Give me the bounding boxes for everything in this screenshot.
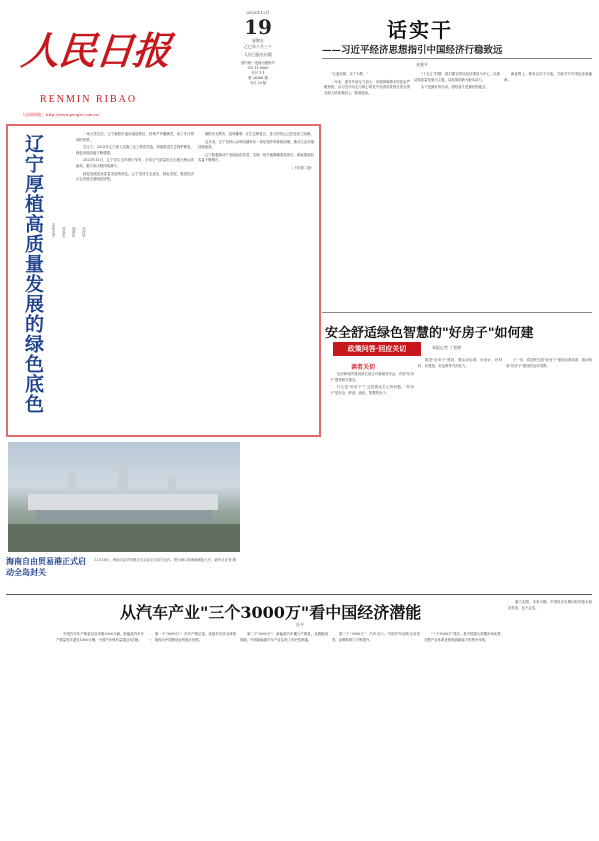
car-paragraph: 潜力无限，未来可期。中国经济长期向好的基本面没有变，也不会变。 <box>508 600 592 610</box>
reader-concern-label: 读者关切 <box>351 364 376 371</box>
port-building-illustration <box>8 442 240 552</box>
site-url[interactable]: 人民网网址：http://www.people.com.cn <box>22 112 99 117</box>
tower <box>118 466 128 494</box>
house-article-title[interactable]: 安全舒适绿色智慧的"好房子"如何建 <box>325 326 534 341</box>
lead-article-title[interactable]: 辽宁厚植高质量发展的绿色底色 <box>22 134 44 414</box>
lead-paragraph: 近年来，辽宁坚持山水林田湖草沙一体化保护和系统治理，推动生态环境持续改善。 <box>198 139 314 150</box>
car-byline: 任平 <box>296 622 304 627</box>
lead-byline-name: 刘成友 <box>62 226 67 237</box>
section-divider <box>322 312 592 313</box>
commentary-paragraph: 新征程上，唯有以实干为笔，方能书写中国经济新篇章。 <box>504 72 592 82</box>
car-paragraph: 第二个"3000万"：新能源汽车累计产销量。从跟跑到领跑，中国新能源汽车产业实现了历史性跨越。 <box>240 632 328 642</box>
date-edition: 人民日报社出版 <box>244 52 272 57</box>
car-paragraph: 第一个"3000万"：汽车产销总量。连续多年居全球第一，展现出中国制造业的强大韧性。 <box>148 632 236 642</box>
commentary-column-1 <box>324 72 410 304</box>
lead-paragraph: 一场大雪过后，辽宁朝阳市凌河湿地景区，枯黄芦苇覆满雪，成了冬日特别的风景。 <box>76 132 194 142</box>
house-column-1 <box>330 372 414 592</box>
commentary-paragraph: "大道至简，实干为要。" <box>331 72 369 76</box>
masthead-logo[interactable]: 人民日报 <box>19 28 173 73</box>
car-paragraph: "三个3000万"背后，是中国超大规模市场优势、完整产业体系优势和创新能力的集中体现。 <box>424 632 504 642</box>
lead-continued: （下转第二版） <box>290 165 314 170</box>
tower <box>68 472 76 494</box>
lead-byline-name: 刘佳华 <box>82 226 87 237</box>
house-column-2 <box>418 358 502 592</box>
lead-column-2 <box>198 132 314 430</box>
date-lunar: 乙巳年十月三十 <box>244 44 272 49</box>
divider <box>322 58 592 59</box>
lead-paragraph: 辽宁积极推动产业绿色化转型，实施一批节能降碳改造项目，新能源装机容量不断增长。 <box>198 152 314 163</box>
commentary-column-2 <box>414 72 500 304</box>
ground <box>8 524 240 552</box>
date-weekday: 星期五 <box>252 38 264 43</box>
lead-paragraph: 绿色发展是高质量发展的底色。辽宁坚持生态优先、绿色发展，推进经济社会发展全面绿色转型。 <box>76 171 194 182</box>
car-column-3 <box>240 632 328 832</box>
house-paragraph: 下一步，将加快完善"好房子"建设标准体系，推动形成"好房子"建设的良好氛围。 <box>506 358 592 368</box>
date-box <box>232 10 284 118</box>
news-photo <box>8 442 240 552</box>
car-article-title[interactable]: 从汽车产业"三个3000万"看中国经济潜能 <box>120 603 422 622</box>
house-column-3 <box>506 358 592 592</box>
lead-byline-name: 胡婧怡 <box>72 226 77 237</box>
date-day: 19 <box>244 15 272 39</box>
car-paragraph: 第三个"3000万"：汽车出口。中国汽车加快走向世界，品牌影响力不断提升。 <box>332 632 420 642</box>
lead-byline-label: 本报记者 <box>52 223 56 237</box>
commentary-rule <box>322 58 592 59</box>
issue-line: 今日 20 版 <box>249 81 267 85</box>
house-paragraph: 住房和城乡建设部日前召开新闻发布会，介绍"好房子"建设相关情况。 <box>330 372 414 382</box>
commentary-paragraph: 一年来，面对外部压力加大、内部困难增多的复杂严峻形势，以习近平同志为核心的党中央团结带领全党全国各族人民迎难而上、锐意进取。 <box>324 79 410 95</box>
house-byline: 本报记者 丁怡婷 <box>432 345 462 350</box>
commentary-paragraph: "十五五"时期，我们要坚持以经济建设为中心，以推动高质量发展为主题，以改革创新为根本动力。 <box>414 72 500 82</box>
tower <box>168 476 176 494</box>
car-column-2 <box>148 632 236 832</box>
issue-line: 国内统一连续出版物号 <box>241 61 275 65</box>
commentary-paragraph: 实干是最好的行动，团结奋斗是最好的姿态。 <box>421 85 489 90</box>
car-paragraph: 中国汽车年产销量双双突破3000万辆，新能源汽车年产销量首次超过1000万辆，中国汽车保有量超过3亿辆。 <box>56 632 144 642</box>
commentary-byline: 金观平 <box>416 62 428 67</box>
issue-line: CN 11-0065 <box>247 66 269 70</box>
date-year-month: 2025年12月 <box>246 10 270 15</box>
house-paragraph: 什么是"好房子"？这是群众关心的问题。"好房子"是安全、舒适、绿色、智慧的房子。 <box>330 385 414 395</box>
issue-line: 第 26366 期 <box>248 76 268 80</box>
car-column-1 <box>56 632 144 832</box>
lead-paragraph: 在辽宁，2025年辽宁深入实施三北工程攻坚战，持续推进生态保护修复，绿色发展动能不断增强。 <box>76 145 194 155</box>
policy-qa-tag: 政策问答·回应关切 <box>333 342 421 356</box>
commentary-subtitle[interactable]: ——习近平经济思想指引中国经济行稳致远 <box>322 45 503 56</box>
photo-caption-title[interactable]: 海南自由贸易港正式启动全岛封关 <box>6 556 86 577</box>
terminal-roof <box>28 494 218 510</box>
house-paragraph: 推进"好房子"建设，要从好标准、好设计、好材料、好建造、好运维等方面发力。 <box>418 358 502 368</box>
section-divider <box>6 594 592 595</box>
lead-paragraph: 朝阳市北票市，层林叠翠。在生态修复区，昔日的荒山已经变成了绿洲。 <box>205 132 314 136</box>
photo-caption-note: 12月18日，海南自由贸易港正式启动全岛封关运作。图为海口新海港候船大厅。新华社记者 摄 <box>94 558 236 562</box>
commentary-column-3 <box>504 72 592 304</box>
issue-info <box>232 61 284 86</box>
car-column-5 <box>424 632 504 832</box>
masthead-logo-en: RENMIN RIBAO <box>40 94 138 105</box>
commentary-title[interactable]: 话实干 <box>387 18 453 42</box>
terminal-wall <box>36 510 212 522</box>
issue-line: 代号 1-1 <box>251 71 265 75</box>
lead-paragraph: 2025年11月，辽宁省生态环境厅发布，全省空气质量优良天数比例达到新高，重污染天数持续减少。 <box>76 158 194 168</box>
lead-column-1 <box>76 132 194 430</box>
car-column-6 <box>508 600 592 832</box>
car-column-4 <box>332 632 420 832</box>
